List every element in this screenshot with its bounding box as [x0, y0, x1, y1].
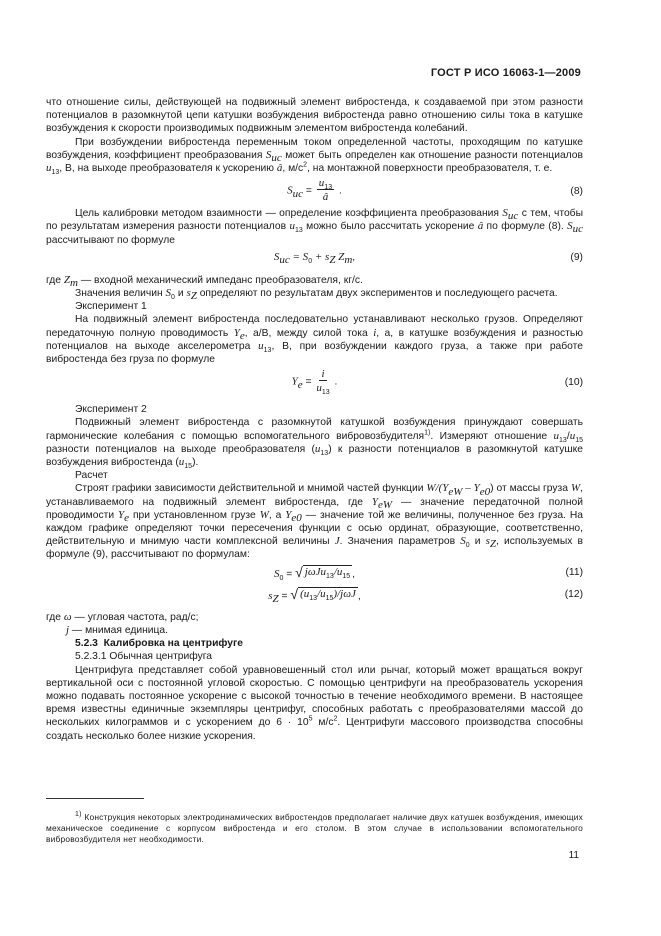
footnote-rule [46, 798, 144, 799]
equation-number: (10) [564, 376, 583, 388]
document-body [46, 96, 583, 743]
equation-10: $Y_e$ = $\frac{i}{u_{13}}$ . (10) [291, 368, 583, 397]
paragraph: где ω — угловая частота, рад/с; [46, 610, 199, 623]
paragraph: При возбуждении вибростенда переменным током определенной частоты, проходящим по катушке возбуждения, коэффициент преобразования $S_{uc}$ может быть определен как отношение разности потенциалов $u_{13}$, В, на выходе преобразователя к ускорению â, $м/с^2$, на монтажной поверхности преобразователя, т. е. [46, 136, 583, 177]
page-number: 11 [568, 850, 579, 861]
paragraph: Значения величин $S_0$ и $s_Z$ определяют по результатам двух экспериментов и последующего расчета. [75, 287, 558, 303]
equation-12: $s_Z$ = √ $(u_{13}/u_{15})$/jωJ , (12) [268, 585, 583, 605]
equation-8: $S_{uc}$ = $\frac{u_{13}}{â}$ . (8) [287, 177, 583, 204]
equation-number: (11) [565, 567, 583, 579]
equation-11: $S_0$ = √ $j\omega Ju_{13}/u_{15}$ , (11) [273, 563, 583, 582]
subheading: Эксперимент 2 [75, 404, 147, 416]
equation-number: (8) [570, 185, 583, 197]
subheading: Расчет [75, 470, 108, 482]
paragraph: Подвижный элемент вибростенда с разомкнутой катушкой возбуждения принуждают совершать гармонические колебания с помощью вспомогательного вибровозбудителя$^{1)}$. Измеряют отношение $u_{13}/u_{15}$ разности потенциалов на выходе преобразователя $(u_{13})$ к разности потенциалов в разомкнутой катушке возбуждения вибростенда $(u_{15})$. [46, 417, 583, 471]
subsection-heading: 5.2.3.1 Обычная центрифуга [75, 651, 213, 663]
document-header: ГОСТ Р ИСО 16063-1—2009 [430, 67, 581, 79]
paragraph: Строят графики зависимости действительной и мнимой частей функции $W/(Y_{eW} - Y_{e0})$ от массы груза W, устанавливаемого на подвижный элемент вибростенда, где $Y_{eW}$ — значение передаточной полной проводимости $Y_e$ при установленном грузе W, а $Y_{e0}$ — значение той же величины, полученное без груза. На каждом графике определяют точки пересечения функции с осью ординат, образующие, соответственно, действительную и мнимую части комплексной величины J. Значения параметров $S_0$ и $s_Z$, используемых в формуле (9), рассчитывают по формулам: [46, 482, 583, 561]
subheading: Эксперимент 1 [75, 301, 147, 313]
equation-number: (12) [564, 589, 583, 601]
paragraph: Цель калибровки методом взаимности — определение коэффициента преобразования $S_{uc}$ с тем, чтобы по результатам измерения разности потенциалов $u_{13}$ можно было рассчитать ускорение â по формуле (8). $S_{uc}$ рассчитывают по формуле [46, 207, 583, 246]
equation-number: (9) [570, 252, 583, 264]
paragraph: j — мнимая единица. [66, 623, 169, 636]
paragraph: где $Z_m$ — входной механический импеданс преобразователя, кг/с. [46, 273, 363, 289]
footnote: $^{1)}$ Конструкция некоторых электродинамических вибростендов предполагает наличие двух катушек возбуждения, имеющих механическое соединение с корпусом вибростенда и его столом. В этом случае в использовании вспомогательного вибровозбудителя нет необходимости. [46, 811, 583, 845]
paragraph: что отношение силы, действующей на подвижный элемент вибростенда, к создаваемой при этом разности потенциалов в разомкнутой цепи катушки возбуждения вибростенда равно отношению силы тока в катушке возбуждения к скорости производимых подвижным элементом вибростенда колебаний. [46, 97, 583, 135]
section-heading: 5.2.3 Калибровка на центрифуге [75, 638, 244, 650]
paragraph: Центрифуга представляет собой уравновешенный стол или рычаг, который может вращаться вокруг вертикальной оси с постоянной угловой скоростью. С помощью центрифуги на преобразователь ускорения можно подавать постоянное ускорение с высокой точностью в течение необходимого времени. В настоящее время известны единичные экземпляры центрифуг, способных работать с преобразователями массой до нескольких килограммов и с ускорением до $6 \cdot 10^5$ $м/с^2$. Центрифуги массового производства способны создать несколько более низкие ускорения. [46, 664, 583, 742]
equation-9: $S_{uc} = S_0 + s_Z$ $Z_m$, (9) [273, 251, 583, 267]
paragraph: На подвижный элемент вибростенда последовательно устанавливают несколько грузов. Определяют передаточную полную проводимость $Y_e$, а/В, между силой тока i, а, в катушке возбуждения и разностью потенциалов на выходе акселерометра $u_{13}$, В, при возбуждении каждого груза, а также при работе вибростенда без груза по формуле [46, 314, 583, 366]
